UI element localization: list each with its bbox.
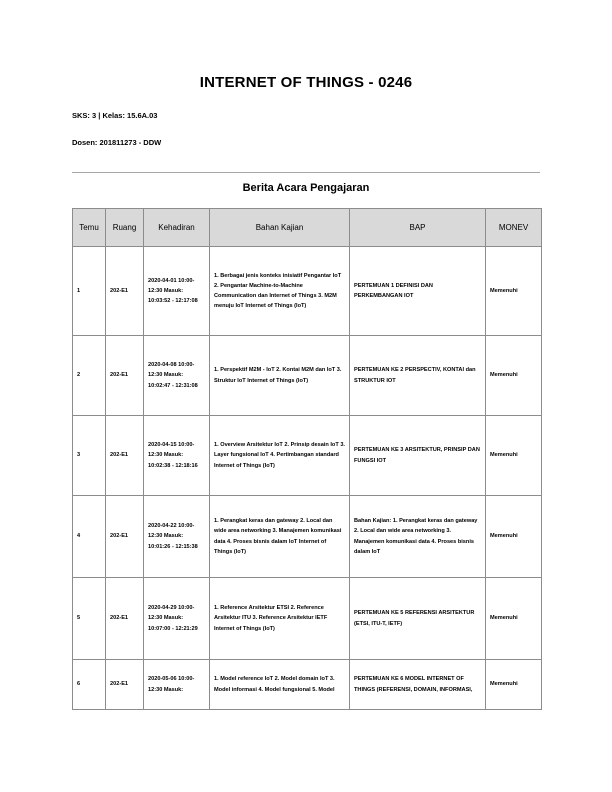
cell-monev: Memenuhi xyxy=(486,336,542,416)
cell-monev: Memenuhi xyxy=(486,660,542,710)
cell-ruang: 202-E1 xyxy=(106,336,144,416)
cell-monev: Memenuhi xyxy=(486,247,542,336)
header-temu: Temu xyxy=(73,209,106,247)
cell-bahan-kajian: 1. Berbagai jenis konteks inisiatif Pengantar IoT 2. Pengantar Machine-to-Machine Communication dan Internet of Things 3. M2M menuju IoT Internet of Things (IoT) xyxy=(210,247,350,336)
table-row xyxy=(73,247,542,336)
cell-monev: Memenuhi xyxy=(486,496,542,578)
cell-bahan-kajian: 1. Overview Arsitektur IoT 2. Prinsip desain IoT 3. Layer fungsional IoT 4. Pertimbangan standard Internet of Things (IoT) xyxy=(210,416,350,496)
cell-temu: 3 xyxy=(73,416,106,496)
divider xyxy=(72,172,540,173)
cell-bap: PERTEMUAN KE 3 ARSITEKTUR, PRINSIP DAN FUNGSI IOT xyxy=(350,416,486,496)
cell-temu: 6 xyxy=(73,660,106,710)
cell-temu: 2 xyxy=(73,336,106,416)
cell-monev: Memenuhi xyxy=(486,416,542,496)
cell-monev: Memenuhi xyxy=(486,578,542,660)
cell-bap: PERTEMUAN KE 5 REFERENSI ARSITEKTUR (ETSI, ITU-T, IETF) xyxy=(350,578,486,660)
cell-bahan-kajian: 1. Perspektif M2M - IoT 2. Kontai M2M dan IoT 3. Struktur IoT Internet of Things (IoT) xyxy=(210,336,350,416)
cell-bap: PERTEMUAN 1 DEFINISI DAN PERKEMBANGAN IOT xyxy=(350,247,486,336)
cell-kehadiran: 2020-04-15 10:00-12:30 Masuk: 10:02:38 - 12:18:16 xyxy=(144,416,210,496)
document-title: INTERNET OF THINGS - 0246 xyxy=(199,74,413,91)
cell-ruang: 202-E1 xyxy=(106,660,144,710)
cell-ruang: 202-E1 xyxy=(106,496,144,578)
cell-bap: PERTEMUAN KE 2 PERSPECTIV, KONTAI dan STRUKTUR IOT xyxy=(350,336,486,416)
table-row xyxy=(73,496,542,578)
table-header-row xyxy=(73,209,542,247)
cell-bap: PERTEMUAN KE 6 MODEL INTERNET OF THINGS (REFERENSI, DOMAIN, INFORMASI, xyxy=(350,660,486,710)
header-monev: MONEV xyxy=(486,209,542,247)
teaching-record-table xyxy=(72,208,542,710)
cell-ruang: 202-E1 xyxy=(106,416,144,496)
cell-kehadiran: 2020-05-06 10:00-12:30 Masuk: xyxy=(144,660,210,710)
table-row xyxy=(73,336,542,416)
cell-temu: 1 xyxy=(73,247,106,336)
cell-kehadiran: 2020-04-29 10:00-12:30 Masuk: 10:07:00 - 12:21:29 xyxy=(144,578,210,660)
cell-ruang: 202-E1 xyxy=(106,578,144,660)
table-row xyxy=(73,416,542,496)
cell-kehadiran: 2020-04-08 10:00-12:30 Masuk: 10:02:47 - 12:31:08 xyxy=(144,336,210,416)
header-bahan-kajian: Bahan Kajian xyxy=(210,209,350,247)
cell-kehadiran: 2020-04-22 10:00-12:30 Masuk: 10:01:26 - 12:15:38 xyxy=(144,496,210,578)
cell-bahan-kajian: 1. Model reference IoT 2. Model domain IoT 3. Model informasi 4. Model fungsional 5. Model xyxy=(210,660,350,710)
header-ruang: Ruang xyxy=(106,209,144,247)
cell-bahan-kajian: 1. Perangkat keras dan gateway 2. Local dan wide area networking 3. Manajemen komunikasi data 4. Proses bisnis dalam IoT Internet of Things (IoT) xyxy=(210,496,350,578)
cell-bap: Bahan Kajian: 1. Perangkat keras dan gateway 2. Local dan wide area networking 3. Manajemen komunikasi data 4. Proses bisnis dalam IoT xyxy=(350,496,486,578)
section-title: Berita Acara Pengajaran xyxy=(242,182,370,194)
cell-kehadiran: 2020-04-01 10:00-12:30 Masuk: 10:03:52 - 12:17:08 xyxy=(144,247,210,336)
header-bap: BAP xyxy=(350,209,486,247)
lecturer-info: Dosen: 201811273 - DDW xyxy=(72,138,162,147)
cell-temu: 4 xyxy=(73,496,106,578)
course-info: SKS: 3 | Kelas: 15.6A.03 xyxy=(72,111,158,120)
header-kehadiran: Kehadiran xyxy=(144,209,210,247)
table-row xyxy=(73,578,542,660)
cell-ruang: 202-E1 xyxy=(106,247,144,336)
cell-bahan-kajian: 1. Reference Arsitektur ETSI 2. Reference Arsitektur ITU 3. Reference Arsitektur IETF Internet of Things (IoT) xyxy=(210,578,350,660)
cell-temu: 5 xyxy=(73,578,106,660)
table-row xyxy=(73,660,542,710)
